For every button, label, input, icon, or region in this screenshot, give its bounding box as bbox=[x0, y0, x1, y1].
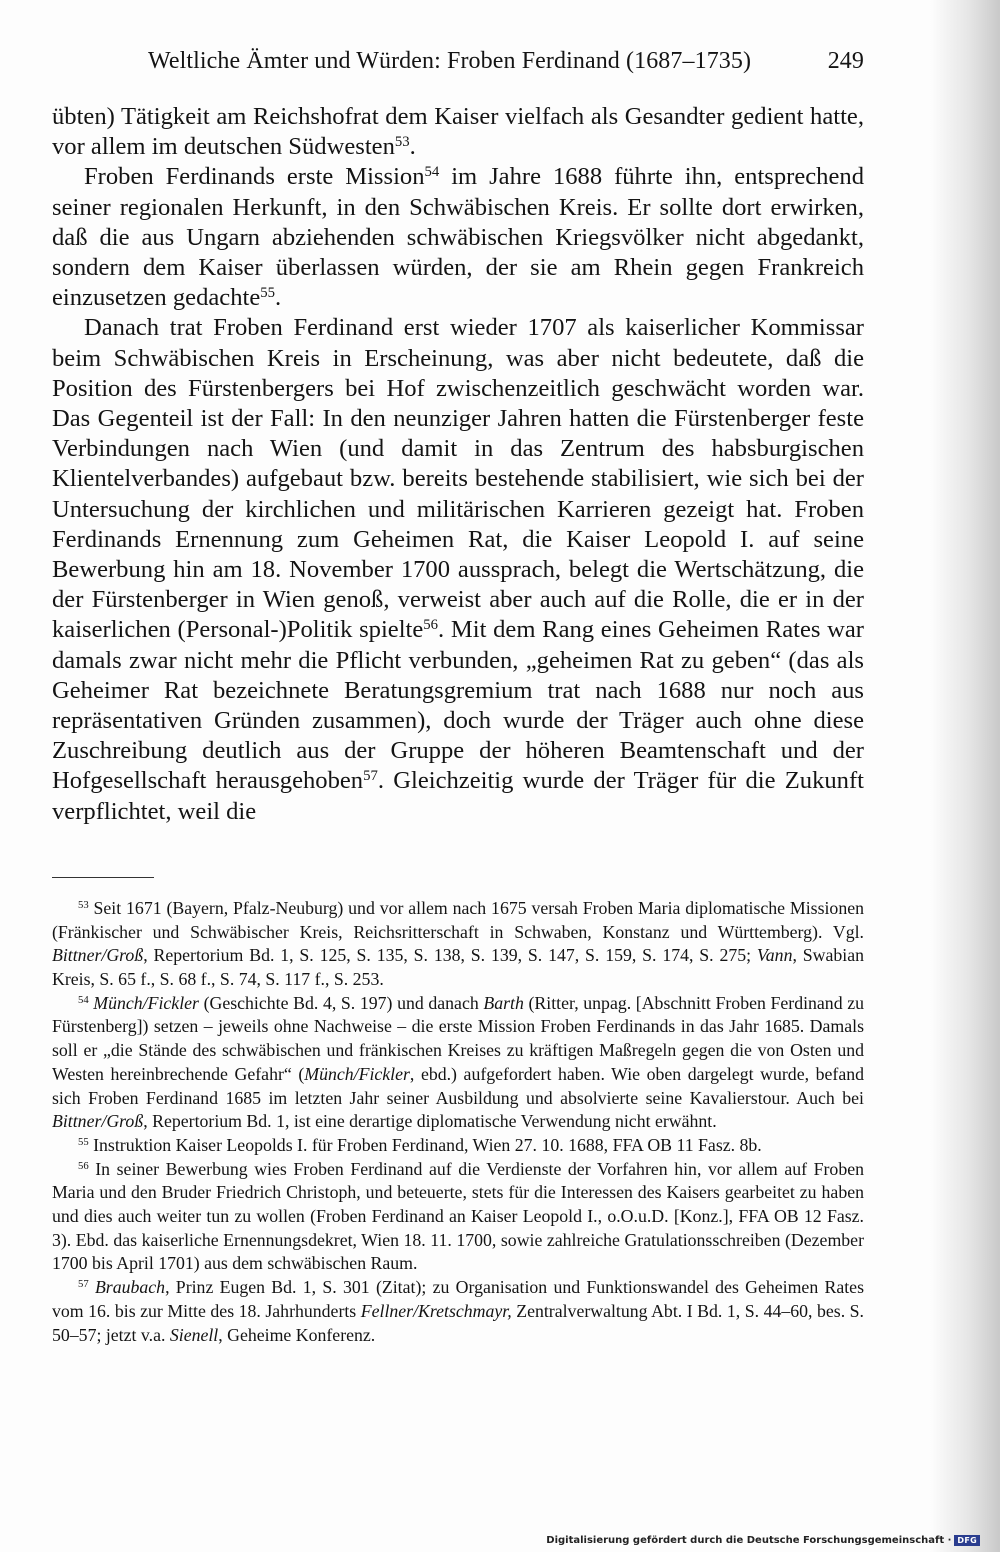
paragraph-3: Danach trat Froben Ferdinand erst wieder 1707 als kaiserlicher Kommissar beim Schwäbischen Kreis in Erscheinung, was aber nicht bedeutete, daß die Position des Fürstenbergers bei Hof zwischenzeitlich geschwächt worden war. Das Gegenteil ist der Fall: In den neunziger Jahren hatten die Fürstenberger feste Verbindungen nach Wien (und damit in das Zentrum des habsburgischen Klientelverbandes) aufgebaut bzw. bereits bestehende stabilisiert, wie sich bei der Untersuchung der kirchlichen und militärischen Karrieren gezeigt hat. Froben Ferdinands Ernennung zum Geheimen Rat, die Kaiser Leopold I. auf seine Bewerbung hin am 18. November 1700 aussprach, belegt die Wertschätzung, die der Fürstenberger in Wien genoß, verweist aber auch auf die Rolle, die er in der kaiserlichen (Personal-)Politik spielte$^{56}$. Mit dem Rang eines Geheimen Rates war damals zwar nicht mehr die Pflicht verbunden, „geheimen Rat zu geben“ (das als Geheimer Rat bezeichnete Beratungsgremium trat nach 1688 nur noch aus repräsentativen Gründen zusammen), doch wurde der Träger auch ohne diese Zuschreibung deutlich aus der Gruppe der höheren Beamtenschaft und der Hofgesellschaft herausgehoben$^{57}$. Gleichzeitig wurde der Träger für die Zukunft verpflichtet, weil die bbox=[52, 314, 864, 825]
running-title: Weltliche Ämter und Würden: Froben Ferdinand (1687–1735) bbox=[148, 48, 752, 74]
footnote-divider bbox=[52, 877, 154, 878]
footnote-ref-57[interactable]: 57 bbox=[363, 768, 378, 785]
paragraph-1: übten) Tätigkeit am Reichshofrat dem Kaiser vielfach als Gesandter gedient hatte, vor allem im deutschen Südwesten$^{53}$. bbox=[52, 103, 864, 161]
footnote-ref-56[interactable]: 56 bbox=[423, 617, 439, 634]
footnote-55: $^{55}$ Instruktion Kaiser Leopolds I. für Froben Ferdinand, Wien 27. 10. 1688, FFA OB 11 Fasz. 8b. bbox=[78, 1134, 762, 1155]
footnotes bbox=[52, 897, 864, 1347]
footnote-57: $^{57}$ Braubach, Prinz Eugen Bd. 1, S. 301 (Zitat); zu Organisation und Funktionswandel des Geheimen Rates vom 16. bis zur Mitte des 18. Jahrhunderts Fellner/Kretschmayr, Zentralverwaltung Abt. I Bd. 1, S. 44–60, bes. S. 50–57; jetzt v.a. Sienell, Geheime Konferenz. bbox=[52, 1277, 864, 1345]
footnote-53: $^{53}$ Seit 1671 (Bayern, Pfalz-Neuburg) und vor allem nach 1675 versah Froben Maria diplomatische Missionen (Fränkischer und Schwäbischer Kreis, Reichsritterschaft in Schwaben, Konstanz und Württemberg). Vgl. Bittner/Groß, Repertorium Bd. 1, S. 125, S. 135, S. 138, S. 139, S. 147, S. 159, S. 174, S. 275; Vann, Swabian Kreis, S. 65 f., S. 68 f., S. 74, S. 117 f., S. 253. bbox=[52, 897, 864, 989]
footnote-56: $^{56}$ In seiner Bewerbung wies Froben Ferdinand auf die Verdienste der Vorfahren hin, vor allem auf Froben Maria und den Bruder Friedrich Christoph, und beteuerte, stets für die Interessen des Kaisers gearbeitet zu haben und dies auch weiter tun zu wollen (Froben Ferdinand an Kaiser Leopold I., o.O.u.D. [Konz.], FFA OB 12 Fasz. 3). Ebd. das kaiserliche Ernennungsdekret, Wien 18. 11. 1700, sowie zahlreiche Gratulationsschreiben (Dezember 1700 bis April 1701) aus dem schwäbischen Raum. bbox=[52, 1158, 864, 1274]
running-header bbox=[52, 48, 864, 88]
main-text bbox=[52, 102, 864, 827]
footnote-ref-55[interactable]: 55 bbox=[260, 285, 275, 302]
footnote-ref-54[interactable]: 54 bbox=[424, 164, 440, 181]
footnote-54: $^{54}$ Münch/Fickler (Geschichte Bd. 4, S. 197) und danach Barth (Ritter, unpag. [Abschnitt Froben Ferdinand zu Fürstenberg]) setzen – jeweils ohne Nachweise – die erste Mission Froben Ferdinands in das Jahr 1685. Damals soll er „die Stände des schwäbischen und fränkischen Kreises zu kräftigen Maßregeln gegen die von Osten und Westen hereinbrechende Gefahr“ (Münch/Fickler, ebd.) aufgefordert haben. Wie oben dargelegt wurde, befand sich Froben Ferdinand 1685 im letzten Jahr seiner Ausbildung und absolvierte seine Kavalierstour. Auch bei Bittner/Groß, Repertorium Bd. 1, ist eine derartige diplomatische Verwendung nicht erwähnt. bbox=[52, 992, 864, 1132]
dfg-logo: DFG bbox=[954, 1535, 980, 1546]
footnote-ref-53[interactable]: 53 bbox=[394, 134, 410, 151]
digitization-credit bbox=[546, 1535, 980, 1546]
book-page bbox=[52, 48, 864, 1347]
page-number: 249 bbox=[827, 48, 864, 74]
paragraph-2: Froben Ferdinands erste Mission$^{54}$ im Jahre 1688 führte ihn, entsprechend seiner regionalen Herkunft, in den Schwäbischen Kreis. Er sollte dort erwirken, daß die aus Ungarn abziehenden schwäbischen Kriegsvölker nicht abgedankt, sondern dem Kaiser überlassen würden, der sie am Rhein gegen Frankreich einzusetzen gedachte$^{55}$. bbox=[52, 163, 864, 312]
credit-text: Digitalisierung gefördert durch die Deutsche Forschungsgemeinschaft · bbox=[546, 1535, 952, 1546]
page-edge-shadow bbox=[930, 0, 1000, 1552]
